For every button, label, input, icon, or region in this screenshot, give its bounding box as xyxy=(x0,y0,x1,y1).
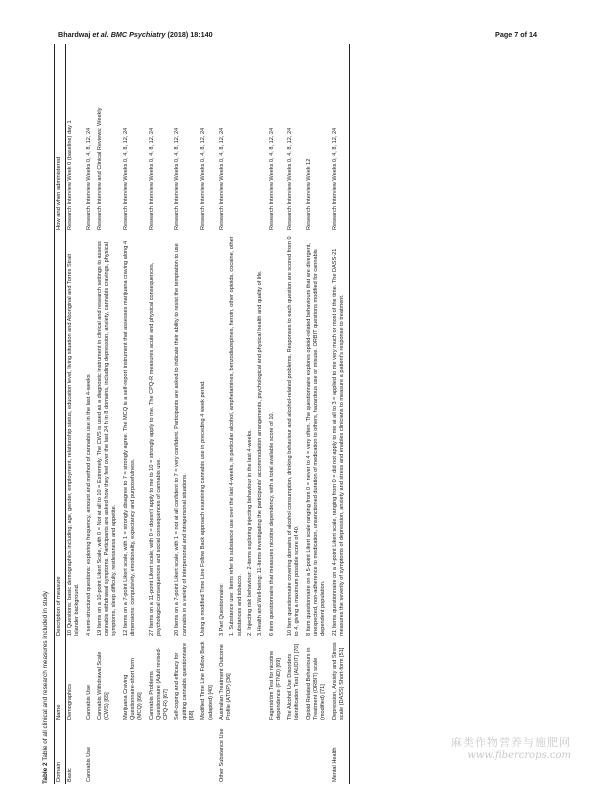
cell-name: Cannabis Withdrawal Scale (CWS) [65] xyxy=(96,651,111,720)
page-number: Page 7 of 14 xyxy=(495,30,537,39)
cell-description xyxy=(199,232,218,638)
cell-description xyxy=(267,232,286,638)
cell-description xyxy=(65,232,84,638)
description-paragraph: 3 Part Questionnaire: xyxy=(218,583,225,636)
table-row xyxy=(65,44,84,784)
cell-name: Depression, Anxiety and Stress scale (DASS) Short-form [51] xyxy=(330,638,349,722)
measures-table xyxy=(54,44,350,784)
watermark-url: www.fibercrops.com xyxy=(467,750,571,761)
cell-domain xyxy=(173,722,199,784)
table-row xyxy=(304,44,330,784)
journal-citation xyxy=(58,30,213,39)
table-row xyxy=(121,44,147,784)
table-caption-text: Table of all clinical and research measures included in study xyxy=(42,590,49,763)
description-paragraph: 4 semi-structured questions: exploring frequency, amount and method of cannabis use in the last 4-weeks xyxy=(85,374,92,636)
cell-when: Research Interview Weeks 0, 4, 8, 12, 24 xyxy=(218,127,225,230)
watermark xyxy=(451,734,571,761)
description-paragraph: 2. Injecting risk behaviour: 2-items exploring injecting behaviour in the last 4-weeks. xyxy=(247,429,253,636)
table-body xyxy=(65,44,349,784)
cell-domain xyxy=(304,722,330,784)
table-caption xyxy=(42,591,54,784)
cell-domain xyxy=(199,722,218,784)
cell-name: Cannabis Use xyxy=(85,684,92,720)
description-paragraph: 12 Items on a 7-point Likert scale, with 1 = strongly disagree to 7 = strongly agree. The MCQ is a self-report instrument that assesses marijuana craving along 4 dimensions: compulsivity, emotionality, expectancy and purposefulness. xyxy=(122,240,136,636)
description-paragraph: 10 Item questionnaire covering domains of alcohol consumption, drinking behaviour and alcohol-related problems. Responses to each question are scored from 0 to 4, giving a maximum possible score of 40. xyxy=(287,236,301,636)
cell-description xyxy=(173,232,199,638)
cell-when: Research Interview Weeks 0, 4, 8, 12, 24 xyxy=(287,127,294,230)
cell-description xyxy=(304,232,330,638)
description-paragraph: 20 Items on a 7-point Likert scale, with 1 = not at all confident to 7 = very confident. Participants are asked to indicate their ability to resist the temptation to use cannabis in a variety of interpersonal and intrapersonal situations. xyxy=(174,243,188,636)
cell-domain xyxy=(286,722,305,784)
description-paragraph: 10 Questions: basic demographics including; age, gender, employment, relationship status, education level, living situation and Aboriginal and Torres Strait Islander background. xyxy=(67,253,81,636)
cell-description xyxy=(286,232,305,638)
col-header-domain: Domain xyxy=(55,722,66,784)
cell-name: Australian Treatment Outcome Profile (ATOP) [36] xyxy=(218,644,233,720)
cell-when: Research Interview Weeks 0, 4, 8, 12, 24 xyxy=(148,127,155,230)
table-row xyxy=(286,44,305,784)
citation-journal: BMC Psychiatry xyxy=(110,30,166,39)
cell-name: Modified Time Line Follow Back (adapted) [40] xyxy=(200,641,214,720)
table-row xyxy=(199,44,218,784)
cell-when: Research Interview Weeks 0, 4, 8, 12, 24 xyxy=(268,127,275,230)
table-row xyxy=(84,44,95,784)
cell-description xyxy=(330,232,349,638)
description-paragraph: 1. Substance use: Items refer to substance use over the last 4-weeks, in particular alcohol, amphetamines, benzodiazepines, heroin, other opioids, cocaine, other substances and tobacco. xyxy=(229,236,243,636)
cell-name: The Alcohol Use Disorders Identification Test (AUDIT) [70] xyxy=(287,643,301,720)
cell-name: Fagerström Test for nicotine dependence (FTND) [69] xyxy=(268,650,282,720)
cell-when: Research Interview Week 0 (baseline) day 1 xyxy=(67,120,74,230)
citation-ref: (2018) 18:140 xyxy=(165,30,213,39)
running-header xyxy=(58,30,537,44)
description-paragraph: 8 Item questionnaire on a 5-point Likert scale ranging from 0 = never to 4 = very often. The questionnaire explores opioid-related behaviours that are divergent, unexpected, non-adherence to medication, unsanctioned duration of medication to others, hazardous use or misuse. ORBIT questions modified for cannabis dependent population. xyxy=(305,243,327,636)
table-row xyxy=(217,44,267,784)
table-label: Table 2 xyxy=(42,762,49,784)
cell-name: Self-coping and efficacy for quitting cannabis questionnaire [68] xyxy=(174,642,196,720)
cell-when: Research Interview Weeks 0, 4, 8, 12, 24 xyxy=(174,127,181,230)
cell-when: Research Interview Weeks 0, 4, 8, 12, 24 xyxy=(85,127,92,230)
cell-domain xyxy=(95,722,121,784)
table-row xyxy=(267,44,286,784)
cell-description xyxy=(147,232,173,638)
table-row xyxy=(147,44,173,784)
citation-authors: Bhardwaj xyxy=(58,30,91,39)
table-row xyxy=(173,44,199,784)
cell-name: Cannabis Problems Questionnaire (Adult revised- CPQ-R) [67] xyxy=(148,647,170,720)
cell-description xyxy=(84,232,95,638)
description-paragraph: 27 Items on a 11-point Likert scale, with 0 = doesn't apply to me to 10 = strongly apply to me. The CPQ-R measures acute and physical consequences, psychological consequences and social consequences of cannabis use. xyxy=(148,262,162,636)
cell-domain: Cannabis Use xyxy=(85,746,92,782)
cell-name: Demographics xyxy=(67,683,74,720)
table-row xyxy=(330,44,349,784)
rotated-table-container xyxy=(42,60,578,784)
watermark-text: 麻类作物营养与施肥网 xyxy=(451,737,571,749)
table-landscape xyxy=(42,60,578,784)
col-header-when: How and when administered xyxy=(55,44,66,232)
table-row xyxy=(95,44,121,784)
cell-domain: Other Substance Use xyxy=(218,728,225,782)
table-header-row xyxy=(55,44,66,784)
cell-when: Research Interview Weeks 0, 4, 8, 12, 24 xyxy=(200,127,207,230)
col-header-description: Description of measure xyxy=(55,232,66,638)
cell-when: Research Interview Week 12 xyxy=(305,158,312,230)
cell-description xyxy=(121,232,147,638)
cell-when: Research Interview Weeks 0, 4, 8, 12, 24 xyxy=(330,44,349,232)
cell-name: Marijuana Craving Questionnaire-short form (MCQ) [66] xyxy=(122,658,144,720)
cell-when: Research Interview and Clinical Reviews: Weekly xyxy=(96,107,103,230)
cell-name: Opioid Related Behaviours in Treatment (ORBIT) scale (modified) [71] xyxy=(305,647,327,720)
cell-domain xyxy=(267,722,286,784)
description-paragraph: Using a modified Time Line Follow Back approach examining cannabis use in preceding 4 week period. xyxy=(200,380,207,636)
description-paragraph: 6 item questionnaire that measures nicotine dependency, with a total available score of 10. xyxy=(268,411,275,636)
citation-etal: et al. xyxy=(90,30,111,39)
description-paragraph: 3.Health and Well-being: 11-Items investigating the participants' accommodation arrangements, psychological and physical health and quality of life. xyxy=(257,270,264,636)
cell-description xyxy=(217,232,267,638)
description-paragraph: 21 Items questionnaire on a 4-point Likert scale, ranging from 0 = did not apply to me at all to 3 = applied to me very much or most of the time. The DASS-21 measures the severity of symptoms of depression, anxiety and stress and enables clinicians to measure a patient's response to treatment. xyxy=(331,248,345,636)
col-header-name: Name xyxy=(55,638,66,722)
cell-description xyxy=(95,232,121,638)
cell-when: Research Interview Weeks 0, 4, 8, 12, 24 xyxy=(122,127,129,230)
cell-domain: Mental Health xyxy=(330,722,349,784)
description-paragraph: 19 Items on a 10-point Likert Scale, with 0 = Not at all to 10 = Extremely. The CWS is used as a diagnostic instrument in clinical and research settings to assess cannabis withdrawal symptoms. Participants are asked how they feel over the last 24 h in 8 domains, including depression, anxiety, cannabis cravings, physical symptoms, sleep difficulty, restlessness and appetite. xyxy=(96,241,118,636)
cell-domain xyxy=(147,722,173,784)
cell-domain xyxy=(121,722,147,784)
cell-domain: Basic xyxy=(67,768,74,782)
